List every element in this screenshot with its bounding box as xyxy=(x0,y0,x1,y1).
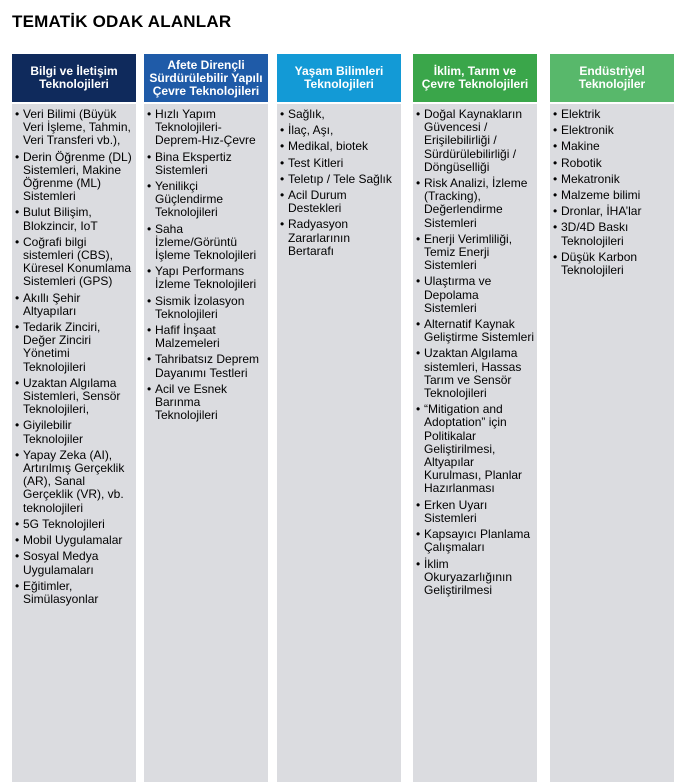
list-item: • Derin Öğrenme (DL) Sistemleri, Makine Öğrenme (ML) Sistemleri xyxy=(14,151,133,204)
column-life-sciences xyxy=(277,54,401,258)
item-list xyxy=(14,108,133,606)
list-item: • Robotik xyxy=(552,157,671,170)
list-item: • Giyilebilir Teknolojiler xyxy=(14,419,133,445)
column-body xyxy=(413,104,537,782)
list-item: • İlaç, Aşı, xyxy=(279,124,398,137)
column-heading: Afete Dirençli Sürdürülebilir Yapılı Çevre Teknolojileri xyxy=(144,54,268,102)
list-item: • Akıllı Şehir Altyapıları xyxy=(14,292,133,318)
item-list xyxy=(146,108,265,422)
list-item: • Eğitimler, Simülasyonlar xyxy=(14,580,133,606)
list-item: • Hızlı Yapım Teknolojileri-Deprem-Hız-Çevre xyxy=(146,108,265,148)
column-heading: Endüstriyel Teknolojiler xyxy=(550,54,674,102)
list-item: • Bina Ekspertiz Sistemleri xyxy=(146,151,265,177)
list-item: • Sağlık, xyxy=(279,108,398,121)
list-item: • Dronlar, İHA’lar xyxy=(552,205,671,218)
list-item: • Kapsayıcı Planlama Çalışmaları xyxy=(415,528,534,554)
list-item: • Bulut Bilişim, Blokzincir, IoT xyxy=(14,206,133,232)
list-item: • Makine xyxy=(552,140,671,153)
list-item: • Sismik İzolasyon Teknolojileri xyxy=(146,295,265,321)
list-item: • Acil Durum Destekleri xyxy=(279,189,398,215)
list-item: • Doğal Kaynakların Güvencesi / Erişilebilirliği / Sürdürülebilirliği / Döngüselliği xyxy=(415,108,534,174)
column-heading: İklim, Tarım ve Çevre Teknolojileri xyxy=(413,54,537,102)
column-body xyxy=(550,104,674,782)
list-item: • Test Kitleri xyxy=(279,157,398,170)
column-heading: Yaşam Bilimleri Teknolojileri xyxy=(277,54,401,102)
column-industrial xyxy=(550,54,674,278)
list-item: • Teletıp / Tele Sağlık xyxy=(279,173,398,186)
list-item: • Hafif İnşaat Malzemeleri xyxy=(146,324,265,350)
list-item: • Mobil Uygulamalar xyxy=(14,534,133,547)
column-ict xyxy=(12,54,136,606)
list-item: • “Mitigation and Adoptation” için Politikalar Geliştirilmesi, Altyapılar Kurulması, Planlar Hazırlanması xyxy=(415,403,534,495)
list-item: • Yapı Performans İzleme Teknolojileri xyxy=(146,265,265,291)
list-item: • Tahribatsız Deprem Dayanımı Testleri xyxy=(146,353,265,379)
list-item: • Sosyal Medya Uygulamaları xyxy=(14,550,133,576)
item-list xyxy=(279,108,398,258)
list-item: • Elektronik xyxy=(552,124,671,137)
list-item: • Ulaştırma ve Depolama Sistemleri xyxy=(415,275,534,315)
list-item: • Erken Uyarı Sistemleri xyxy=(415,499,534,525)
list-item: • Elektrik xyxy=(552,108,671,121)
list-item: • 5G Teknolojileri xyxy=(14,518,133,531)
page-title: TEMATİK ODAK ALANLAR xyxy=(12,12,232,31)
list-item: • Saha İzleme/Görüntü İşleme Teknolojileri xyxy=(146,223,265,263)
list-item: • İklim Okuryazarlığının Geliştirilmesi xyxy=(415,558,534,598)
column-climate-agriculture xyxy=(413,54,537,597)
list-item: • Veri Bilimi (Büyük Veri İşleme, Tahmin, Veri Transferi vb.), xyxy=(14,108,133,148)
list-item: • Malzeme bilimi xyxy=(552,189,671,202)
list-item: • Yenilikçi Güçlendirme Teknolojileri xyxy=(146,180,265,220)
column-built-environment xyxy=(144,54,268,423)
column-body xyxy=(277,104,401,782)
item-list xyxy=(415,108,534,597)
list-item: • Coğrafi bilgi sistemleri (CBS), Küresel Konumlama Sistemleri (GPS) xyxy=(14,236,133,289)
list-item: • 3D/4D Baskı Teknolojileri xyxy=(552,221,671,247)
list-item: • Mekatronik xyxy=(552,173,671,186)
column-body xyxy=(12,104,136,782)
list-item: • Acil ve Esnek Barınma Teknolojileri xyxy=(146,383,265,423)
column-heading: Bilgi ve İletişim Teknolojileri xyxy=(12,54,136,102)
list-item: • Uzaktan Algılama sistemleri, Hassas Tarım ve Sensör Teknolojileri xyxy=(415,347,534,400)
list-item: • Tedarik Zinciri, Değer Zinciri Yönetimi Teknolojileri xyxy=(14,321,133,374)
item-list xyxy=(552,108,671,277)
list-item: • Radyasyon Zararlarının Bertarafı xyxy=(279,218,398,258)
list-item: • Düşük Karbon Teknolojileri xyxy=(552,251,671,277)
list-item: • Risk Analizi, İzleme (Tracking), Değerlendirme Sistemleri xyxy=(415,177,534,230)
list-item: • Yapay Zeka (AI), Artırılmış Gerçeklik (AR), Sanal Gerçeklik (VR), vb. teknolojileri xyxy=(14,449,133,515)
column-body xyxy=(144,104,268,782)
list-item: • Enerji Verimliliği, Temiz Enerji Sistemleri xyxy=(415,233,534,273)
list-item: • Uzaktan Algılama Sistemleri, Sensör Teknolojileri, xyxy=(14,377,133,417)
list-item: • Medikal, biotek xyxy=(279,140,398,153)
list-item: • Alternatif Kaynak Geliştirme Sistemleri xyxy=(415,318,534,344)
